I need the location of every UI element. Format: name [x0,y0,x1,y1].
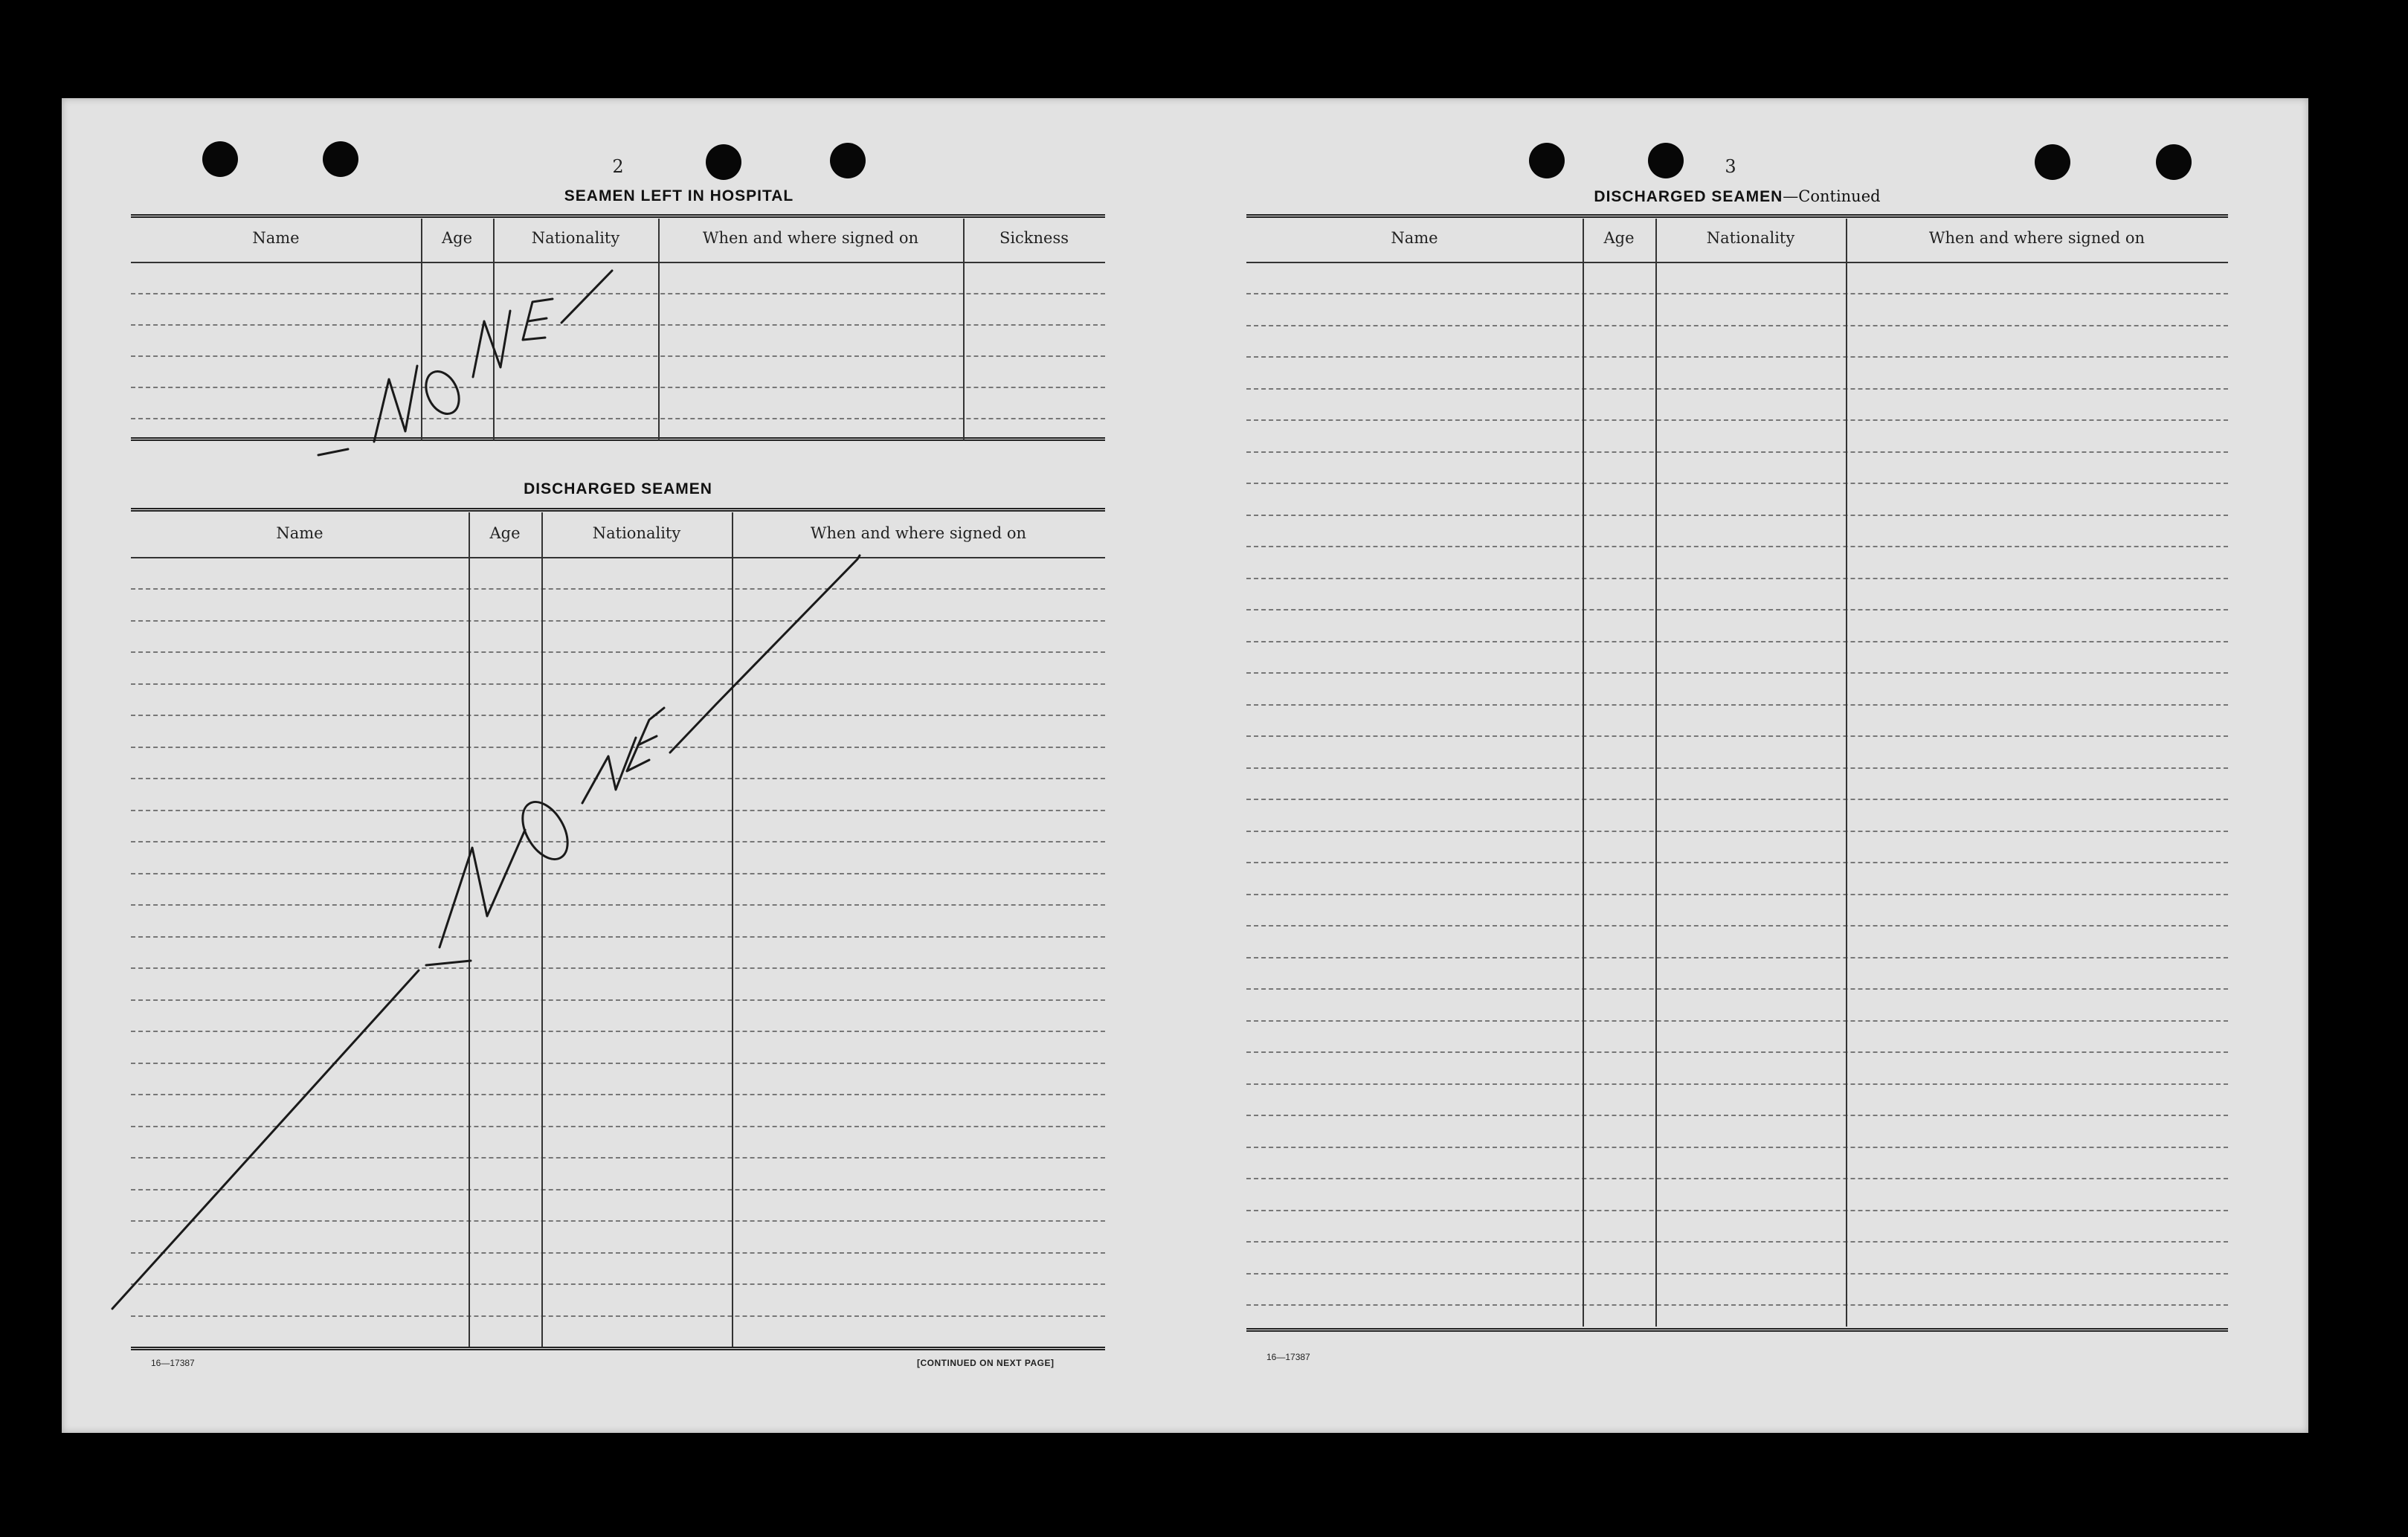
row-line [131,683,1105,685]
punch-hole [323,141,358,177]
column-divider [1846,219,1847,1327]
column-header-name: Name [252,229,300,247]
punch-hole [2035,144,2070,180]
column-divider [732,512,733,1347]
discharged-section-title: DISCHARGED SEAMEN [524,480,712,497]
row-line [131,1094,1105,1095]
row-line [131,1189,1105,1190]
row-line [1246,515,2228,516]
column-divider [1583,219,1584,1327]
punch-hole [1529,143,1565,178]
row-line [131,1315,1105,1317]
column-divider [493,219,495,440]
row-line [1246,704,2228,706]
table-bottom-rule [131,437,1105,441]
punch-hole [202,141,238,177]
form-number-right: 16—17387 [1266,1352,1310,1362]
continued-note: [CONTINUED ON NEXT PAGE] [917,1358,1055,1368]
row-line [1246,862,2228,863]
column-header-nationality: Nationality [592,524,681,542]
punch-hole [1648,143,1684,178]
row-line [1246,1210,2228,1211]
discharged-continued-suffix: —Continued [1783,187,1881,205]
row-line [131,841,1105,842]
punch-hole [2156,144,2192,180]
form-number-left: 16—17387 [151,1358,195,1368]
row-line [1246,325,2228,326]
column-header-age: Age [1603,229,1635,247]
punch-hole [706,144,741,180]
table-top-rule [1246,214,2228,218]
row-line [131,418,1105,419]
row-line [131,936,1105,938]
row-line [131,1031,1105,1032]
row-line [131,1252,1105,1254]
row-line [1246,799,2228,800]
row-line [1246,1241,2228,1243]
row-line [131,1063,1105,1064]
row-line [1246,1083,2228,1085]
row-line [1246,388,2228,390]
column-divider [469,512,470,1347]
row-line [1246,1020,2228,1022]
row-line [1246,483,2228,484]
row-line [1246,578,2228,579]
table-bottom-rule [1246,1328,2228,1332]
row-line [131,999,1105,1001]
row-line [131,387,1105,388]
row-line [131,1126,1105,1127]
row-line [1246,1178,2228,1179]
row-line [131,588,1105,590]
row-line [131,324,1105,326]
row-line [1246,831,2228,832]
row-line [131,778,1105,779]
column-header-signed-on: When and where signed on [810,524,1027,542]
row-line [1246,641,2228,642]
header-underline [131,557,1105,558]
row-line [131,904,1105,906]
hospital-section-title: SEAMEN LEFT IN HOSPITAL [564,187,794,204]
row-line [131,747,1105,748]
discharged-table [131,508,1105,1393]
column-divider [541,512,543,1347]
row-line [1246,546,2228,547]
column-header-name: Name [276,524,323,542]
page-number-right: 3 [1725,156,1736,177]
column-divider [421,219,422,440]
row-line [131,355,1105,357]
row-line [1246,672,2228,674]
table-top-rule [131,508,1105,512]
row-line [1246,894,2228,895]
row-line [131,873,1105,874]
row-line [1246,419,2228,421]
column-header-signed-on: When and where signed on [702,229,919,247]
header-underline [1246,262,2228,263]
row-line [131,715,1105,716]
row-line [1246,1115,2228,1116]
row-line [131,810,1105,811]
row-line [1246,1304,2228,1306]
row-line [1246,957,2228,958]
row-line [1246,356,2228,358]
row-line [1246,988,2228,990]
row-line [131,1157,1105,1159]
discharged-continued-title [1246,187,2228,206]
column-header-age: Age [441,229,473,247]
column-divider [1655,219,1657,1327]
row-line [131,1220,1105,1222]
row-line [1246,1051,2228,1053]
row-line [1246,1147,2228,1148]
row-line [131,620,1105,622]
table-top-rule [131,214,1105,218]
row-line [131,293,1105,294]
discharged-continued-title-main: DISCHARGED SEAMEN [1594,188,1783,205]
header-underline [131,262,1105,263]
column-divider [963,219,965,440]
document-sheet [62,98,2308,1433]
row-line [131,967,1105,969]
column-header-signed-on: When and where signed on [1928,229,2145,247]
row-line [1246,925,2228,927]
column-header-sickness: Sickness [999,229,1069,247]
row-line [1246,293,2228,294]
row-line [131,651,1105,653]
column-divider [658,219,660,440]
row-line [1246,609,2228,610]
page-number-left: 2 [612,156,624,177]
row-line [1246,767,2228,769]
column-header-age: Age [489,524,521,542]
discharged-continued-table [1246,214,2228,1374]
row-line [1246,735,2228,737]
row-line [131,1283,1105,1285]
punch-hole [830,143,866,178]
row-line [1246,1273,2228,1275]
column-header-name: Name [1391,229,1438,247]
column-header-nationality: Nationality [531,229,620,247]
table-bottom-rule [131,1347,1105,1350]
column-header-nationality: Nationality [1706,229,1795,247]
row-line [1246,451,2228,453]
